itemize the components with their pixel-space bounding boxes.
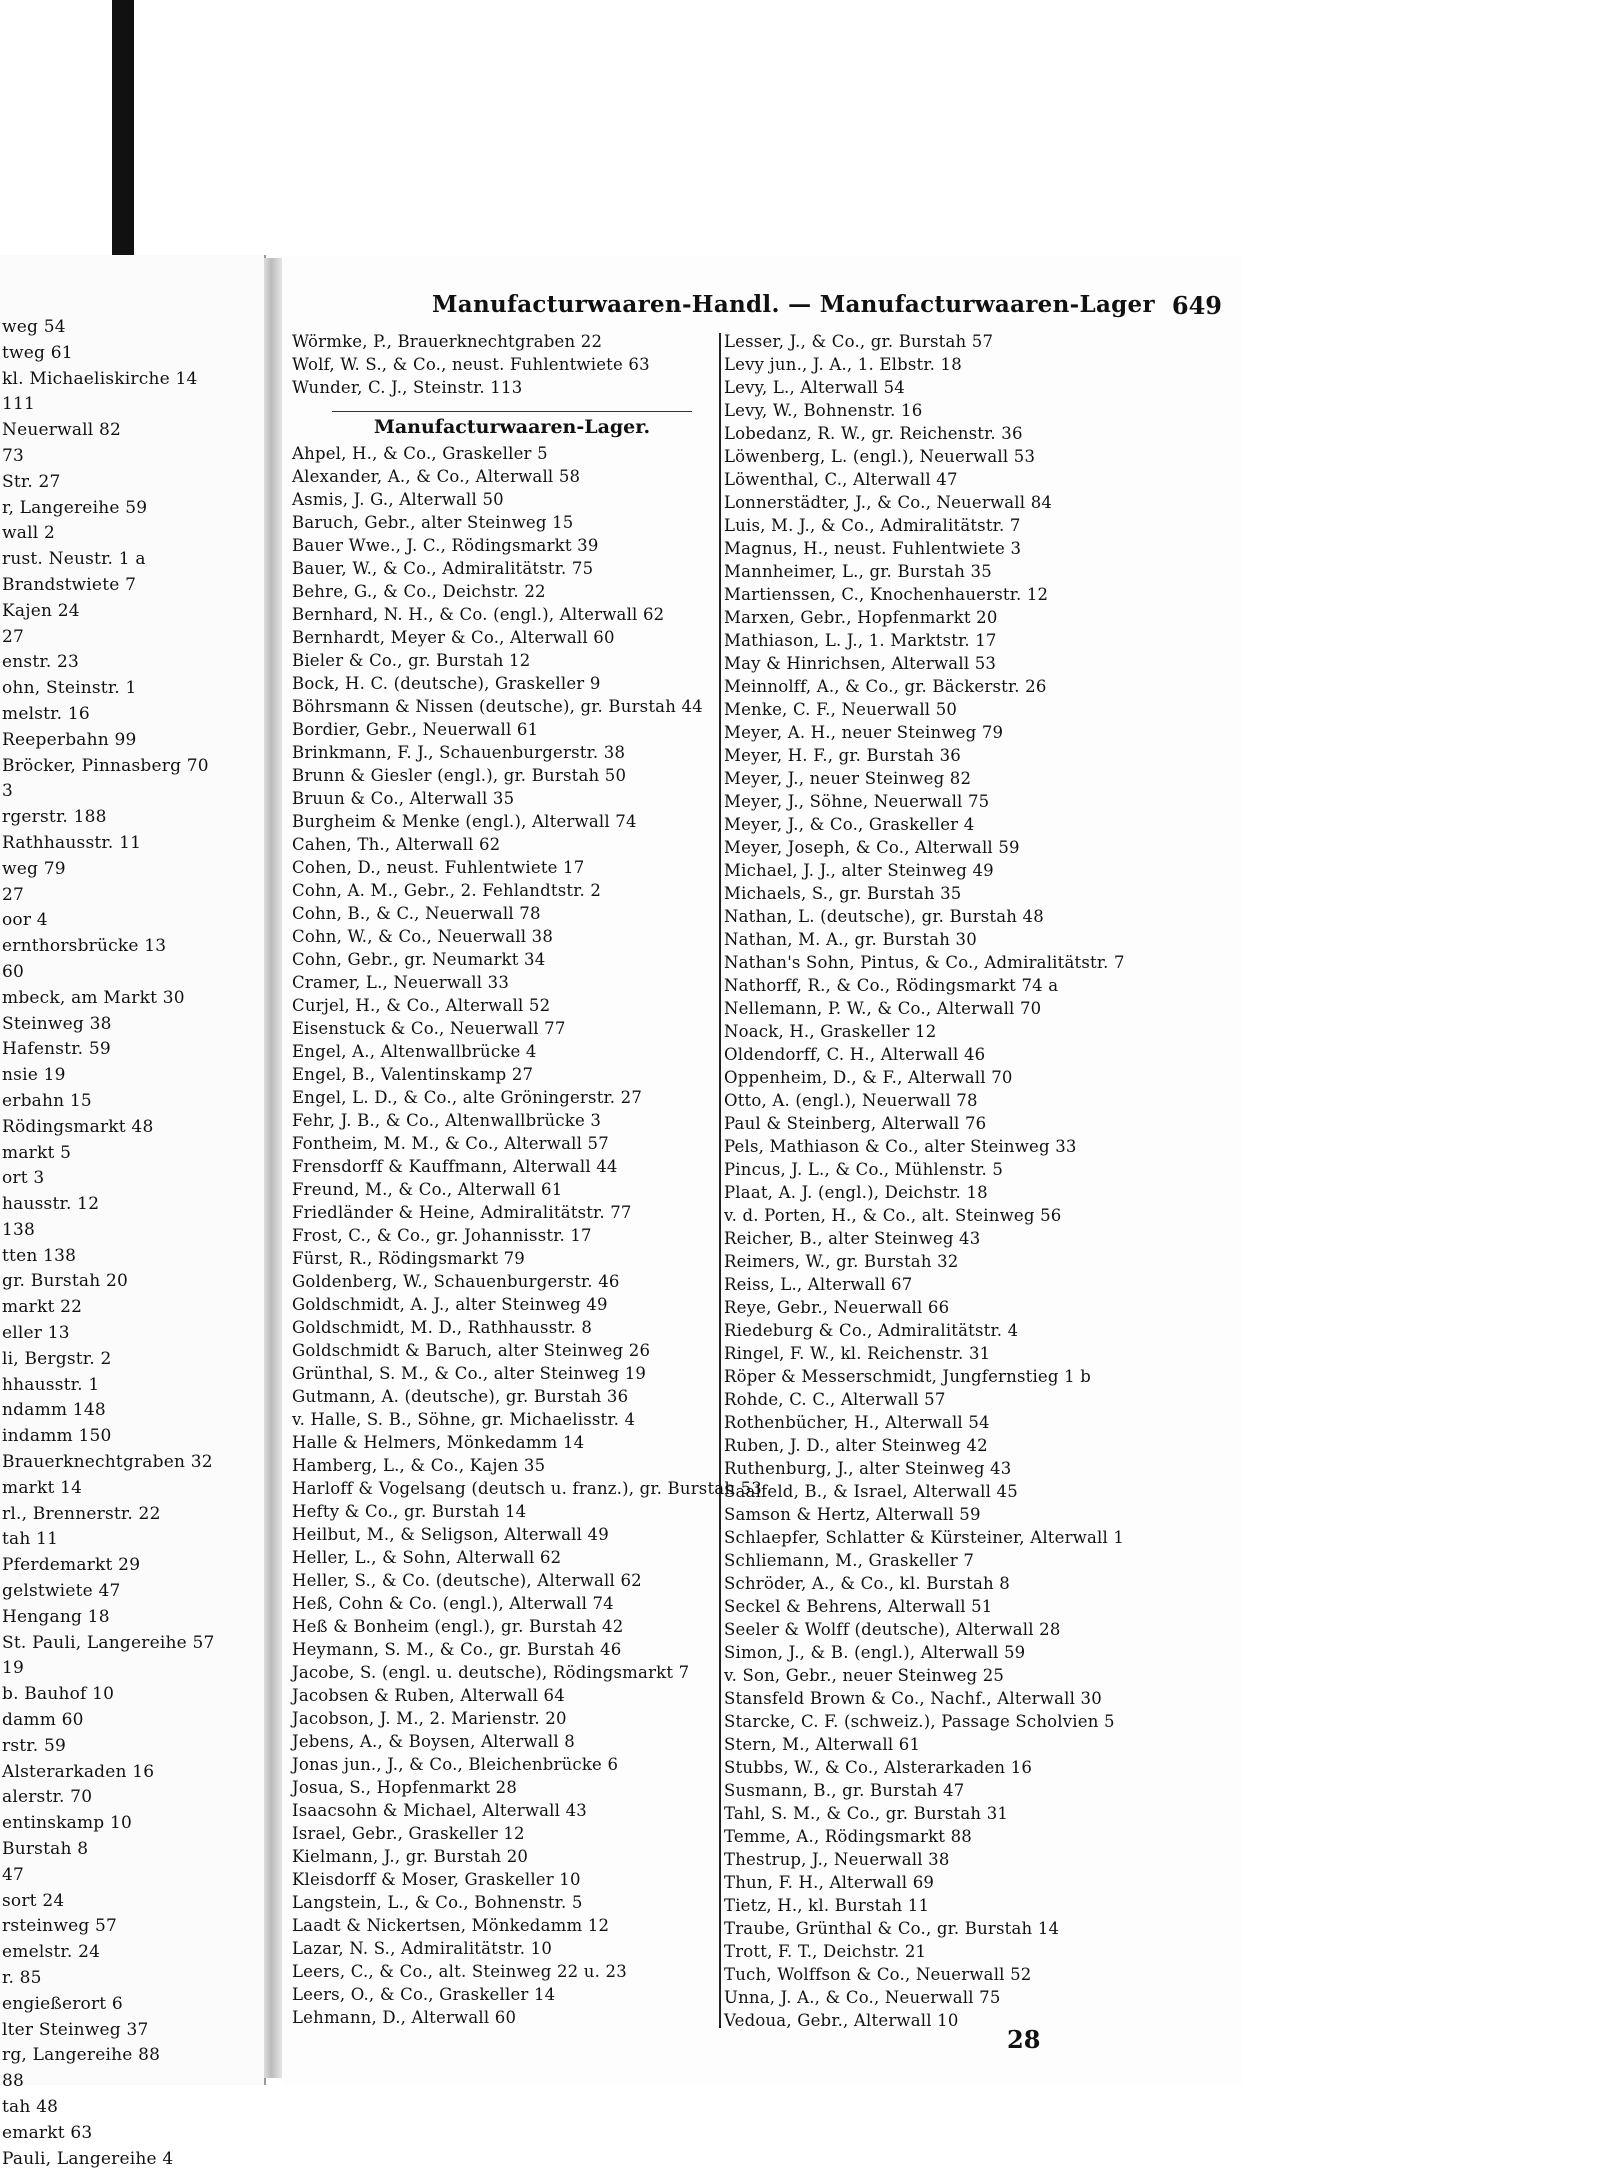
- directory-entry: Levy, L., Alterwall 54: [724, 378, 905, 397]
- left-page-line: hausstr. 12: [2, 1194, 100, 1215]
- directory-entry: Trott, F. T., Deichstr. 21: [724, 1942, 927, 1961]
- directory-entry: Fontheim, M. M., & Co., Alterwall 57: [292, 1134, 609, 1153]
- directory-entry: Leers, C., & Co., alt. Steinweg 22 u. 23: [292, 1962, 627, 1981]
- left-page-line: 19: [2, 1658, 25, 1679]
- directory-entry: Marxen, Gebr., Hopfenmarkt 20: [724, 608, 998, 627]
- directory-entry: Samson & Hertz, Alterwall 59: [724, 1505, 981, 1524]
- left-page-line: li, Bergstr. 2: [2, 1348, 112, 1369]
- directory-entry: Leers, O., & Co., Graskeller 14: [292, 1985, 556, 2004]
- left-page-line: weg 79: [2, 858, 66, 879]
- left-page-line: rstr. 59: [2, 1735, 66, 1756]
- signature-mark: 28: [1007, 2025, 1041, 2054]
- left-page-line: hhausstr. 1: [2, 1374, 100, 1395]
- directory-entry: Ahpel, H., & Co., Graskeller 5: [292, 444, 548, 463]
- directory-entry: Unna, J. A., & Co., Neuerwall 75: [724, 1988, 1001, 2007]
- left-page-line: oor 4: [2, 910, 48, 931]
- directory-entry: Temme, A., Rödingsmarkt 88: [724, 1827, 972, 1846]
- left-page-line: Rödingsmarkt 48: [2, 1116, 154, 1137]
- directory-entry: Behre, G., & Co., Deichstr. 22: [292, 582, 546, 601]
- directory-entry: Kielmann, J., gr. Burstah 20: [292, 1847, 529, 1866]
- directory-entry: Josua, S., Hopfenmarkt 28: [292, 1778, 518, 1797]
- left-page-line: Brandstwiete 7: [2, 574, 137, 595]
- directory-entry: Fürst, R., Rödingsmarkt 79: [292, 1249, 526, 1268]
- directory-entry: Reimers, W., gr. Burstah 32: [724, 1252, 959, 1271]
- directory-entry: Fehr, J. B., & Co., Altenwallbrücke 3: [292, 1111, 602, 1130]
- directory-entry: Tahl, S. M., & Co., gr. Burstah 31: [724, 1804, 1009, 1823]
- directory-entry: Jacobsen & Ruben, Alterwall 64: [292, 1686, 565, 1705]
- directory-entry: Engel, L. D., & Co., alte Gröningerstr. 27: [292, 1088, 643, 1107]
- directory-entry: Noack, H., Graskeller 12: [724, 1022, 937, 1041]
- left-page-line: Rathhausstr. 11: [2, 832, 142, 853]
- left-page-line: St. Pauli, Langereihe 57: [2, 1632, 215, 1653]
- directory-entry: Menke, C. F., Neuerwall 50: [724, 700, 958, 719]
- left-page-line: markt 14: [2, 1477, 83, 1498]
- directory-entry: Eisenstuck & Co., Neuerwall 77: [292, 1019, 566, 1038]
- left-page-line: ohn, Steinstr. 1: [2, 678, 137, 699]
- directory-entry: Wolf, W. S., & Co., neust. Fuhlentwiete 63: [292, 355, 650, 374]
- directory-entry: Thestrup, J., Neuerwall 38: [724, 1850, 950, 1869]
- directory-entry: Reye, Gebr., Neuerwall 66: [724, 1298, 950, 1317]
- directory-entry: Nathan's Sohn, Pintus, & Co., Admiralitätstr. 7: [724, 953, 1125, 972]
- directory-entry: Curjel, H., & Co., Alterwall 52: [292, 996, 551, 1015]
- column-b-entries: [724, 330, 1224, 2032]
- directory-entry: Tuch, Wolffson & Co., Neuerwall 52: [724, 1965, 1032, 1984]
- left-page-line: rgerstr. 188: [2, 807, 107, 828]
- left-page-line: b. Bauhof 10: [2, 1684, 115, 1705]
- left-page-line: emarkt 63: [2, 2122, 93, 2143]
- directory-entry: Reicher, B., alter Steinweg 43: [724, 1229, 981, 1248]
- directory-entry: Seckel & Behrens, Alterwall 51: [724, 1597, 993, 1616]
- directory-entry: Riedeburg & Co., Admiralitätstr. 4: [724, 1321, 1019, 1340]
- left-page-line: Kajen 24: [2, 600, 80, 621]
- directory-entry: Asmis, J. G., Alterwall 50: [292, 490, 504, 509]
- directory-entry: Röper & Messerschmidt, Jungfernstieg 1 b: [724, 1367, 1092, 1386]
- directory-entry: Meyer, Joseph, & Co., Alterwall 59: [724, 838, 1020, 857]
- directory-entry: Luis, M. J., & Co., Admiralitätstr. 7: [724, 516, 1021, 535]
- column-a-entries: [292, 442, 763, 2029]
- left-page-line: tweg 61: [2, 342, 73, 363]
- directory-entry: Mannheimer, L., gr. Burstah 35: [724, 562, 992, 581]
- directory-entry: Meyer, H. F., gr. Burstah 36: [724, 746, 961, 765]
- page-number: 649: [1171, 291, 1222, 320]
- right-page: [282, 255, 1244, 2085]
- directory-entry: Meyer, J., neuer Steinweg 82: [724, 769, 972, 788]
- directory-entry: Baruch, Gebr., alter Steinweg 15: [292, 513, 574, 532]
- directory-entry: Rohde, C. C., Alterwall 57: [724, 1390, 946, 1409]
- directory-entry: Löwenthal, C., Alterwall 47: [724, 470, 958, 489]
- left-page-line: mbeck, am Markt 30: [2, 987, 185, 1008]
- left-page-line: 60: [2, 961, 25, 982]
- directory-entry: Isaacsohn & Michael, Alterwall 43: [292, 1801, 587, 1820]
- directory-entry: Goldschmidt, M. D., Rathhausstr. 8: [292, 1318, 593, 1337]
- directory-entry: Bauer Wwe., J. C., Rödingsmarkt 39: [292, 536, 599, 555]
- directory-entry: Goldenberg, W., Schauenburgerstr. 46: [292, 1272, 620, 1291]
- directory-entry: Seeler & Wolff (deutsche), Alterwall 28: [724, 1620, 1061, 1639]
- directory-entry: Meyer, A. H., neuer Steinweg 79: [724, 723, 1004, 742]
- left-page-line: alerstr. 70: [2, 1787, 93, 1808]
- directory-entry: Pincus, J. L., & Co., Mühlenstr. 5: [724, 1160, 1004, 1179]
- directory-entry: Brinkmann, F. J., Schauenburgerstr. 38: [292, 743, 626, 762]
- directory-entry: Stubbs, W., & Co., Alsterarkaden 16: [724, 1758, 1033, 1777]
- directory-entry: Otto, A. (engl.), Neuerwall 78: [724, 1091, 978, 1110]
- directory-entry: Cohn, B., & C., Neuerwall 78: [292, 904, 541, 923]
- directory-entry: Bernhard, N. H., & Co. (engl.), Alterwall 62: [292, 605, 665, 624]
- left-page-line: tah 11: [2, 1529, 59, 1550]
- directory-entry: Wunder, C. J., Steinstr. 113: [292, 378, 523, 397]
- directory-entry: Jonas jun., J., & Co., Bleichenbrücke 6: [292, 1755, 619, 1774]
- directory-entry: Lonnerstädter, J., & Co., Neuerwall 84: [724, 493, 1053, 512]
- directory-entry: Nathan, L. (deutsche), gr. Burstah 48: [724, 907, 1044, 926]
- directory-entry: Harloff & Vogelsang (deutsch u. franz.), gr. Burstah 53: [292, 1479, 763, 1498]
- directory-entry: Cohn, W., & Co., Neuerwall 38: [292, 927, 554, 946]
- book-spine: [264, 258, 282, 2078]
- directory-entry: Traube, Grünthal & Co., gr. Burstah 14: [724, 1919, 1060, 1938]
- scan-binding-shadow: [112, 0, 134, 260]
- left-page-line: markt 5: [2, 1142, 72, 1163]
- directory-entry: Wörmke, P., Brauerknechtgraben 22: [292, 332, 603, 351]
- directory-entry: Tietz, H., kl. Burstah 11: [724, 1896, 930, 1915]
- directory-entry: Heilbut, M., & Seligson, Alterwall 49: [292, 1525, 609, 1544]
- left-page-line: rg, Langereihe 88: [2, 2045, 161, 2066]
- directory-entry: Israel, Gebr., Graskeller 12: [292, 1824, 525, 1843]
- left-page-line: 27: [2, 626, 25, 647]
- left-page-column: [0, 315, 264, 2172]
- directory-entry: Schliemann, M., Graskeller 7: [724, 1551, 975, 1570]
- left-page-line: Hengang 18: [2, 1606, 110, 1627]
- left-page-line: engießerort 6: [2, 1993, 123, 2014]
- directory-entry: Stansfeld Brown & Co., Nachf., Alterwall 30: [724, 1689, 1102, 1708]
- directory-entry: Frost, C., & Co., gr. Johannisstr. 17: [292, 1226, 592, 1245]
- directory-entry: Bock, H. C. (deutsche), Graskeller 9: [292, 674, 601, 693]
- directory-entry: Pels, Mathiason & Co., alter Steinweg 33: [724, 1137, 1077, 1156]
- directory-entry: Lobedanz, R. W., gr. Reichenstr. 36: [724, 424, 1023, 443]
- left-page-line: 27: [2, 884, 25, 905]
- left-page-line: wall 2: [2, 523, 55, 544]
- left-page-line: 47: [2, 1864, 25, 1885]
- directory-entry: Bernhardt, Meyer & Co., Alterwall 60: [292, 628, 615, 647]
- directory-entry: Cohn, A. M., Gebr., 2. Fehlandtstr. 2: [292, 881, 602, 900]
- left-page-line: Brauerknechtgraben 32: [2, 1452, 213, 1473]
- left-page-line: entinskamp 10: [2, 1813, 133, 1834]
- directory-entry: Vedoua, Gebr., Alterwall 10: [724, 2011, 959, 2030]
- left-page-line: ndamm 148: [2, 1400, 106, 1421]
- directory-entry: Hamberg, L., & Co., Kajen 35: [292, 1456, 546, 1475]
- left-page-line: damm 60: [2, 1710, 84, 1731]
- directory-entry: Grünthal, S. M., & Co., alter Steinweg 19: [292, 1364, 647, 1383]
- left-page-line: markt 22: [2, 1297, 83, 1318]
- left-page-line: Bröcker, Pinnasberg 70: [2, 755, 209, 776]
- directory-entry: Cohn, Gebr., gr. Neumarkt 34: [292, 950, 546, 969]
- directory-entry: Ruben, J. D., alter Steinweg 42: [724, 1436, 988, 1455]
- directory-entry: Halle & Helmers, Mönkedamm 14: [292, 1433, 585, 1452]
- column-a-preceding-entries: [292, 330, 722, 399]
- directory-entry: Brunn & Giesler (engl.), gr. Burstah 50: [292, 766, 627, 785]
- left-page-line: ort 3: [2, 1168, 45, 1189]
- left-page-line: 138: [2, 1219, 36, 1240]
- section-heading: Manufacturwaaren-Lager.: [332, 411, 692, 442]
- left-page-line: Neuerwall 82: [2, 420, 122, 441]
- directory-entry: Cahen, Th., Alterwall 62: [292, 835, 501, 854]
- left-page-line: tah 48: [2, 2096, 59, 2117]
- directory-entry: Kleisdorff & Moser, Graskeller 10: [292, 1870, 581, 1889]
- directory-entry: Paul & Steinberg, Alterwall 76: [724, 1114, 987, 1133]
- left-page-line: r, Langereihe 59: [2, 497, 148, 518]
- directory-entry: Cohen, D., neust. Fuhlentwiete 17: [292, 858, 585, 877]
- left-page-line: Alsterarkaden 16: [2, 1761, 155, 1782]
- directory-entry: v. Son, Gebr., neuer Steinweg 25: [724, 1666, 1005, 1685]
- left-page-line: enstr. 23: [2, 652, 80, 673]
- directory-entry: Meyer, J., & Co., Graskeller 4: [724, 815, 975, 834]
- directory-entry: v. d. Porten, H., & Co., alt. Steinweg 56: [724, 1206, 1062, 1225]
- directory-entry: Stern, M., Alterwall 61: [724, 1735, 921, 1754]
- directory-entry: Plaat, A. J. (engl.), Deichstr. 18: [724, 1183, 988, 1202]
- directory-entry: Friedländer & Heine, Admiralitätstr. 77: [292, 1203, 632, 1222]
- left-page-line: Pferdemarkt 29: [2, 1555, 141, 1576]
- directory-entry: Bruun & Co., Alterwall 35: [292, 789, 515, 808]
- left-page-line: nsie 19: [2, 1065, 66, 1086]
- left-page-line: Burstah 8: [2, 1839, 89, 1860]
- directory-entry: Thun, F. H., Alterwall 69: [724, 1873, 935, 1892]
- left-page-line: Pauli, Langereihe 4: [2, 2148, 174, 2169]
- directory-entry: Rothenbücher, H., Alterwall 54: [724, 1413, 990, 1432]
- directory-entry: Alexander, A., & Co., Alterwall 58: [292, 467, 581, 486]
- left-page-line: Steinweg 38: [2, 1013, 112, 1034]
- left-page-line: Reeperbahn 99: [2, 729, 137, 750]
- directory-entry: Heller, S., & Co. (deutsche), Alterwall 62: [292, 1571, 642, 1590]
- left-page-line: Str. 27: [2, 471, 61, 492]
- directory-entry: Engel, A., Altenwallbrücke 4: [292, 1042, 537, 1061]
- directory-entry: Schröder, A., & Co., kl. Burstah 8: [724, 1574, 1010, 1593]
- directory-entry: Laadt & Nickertsen, Mönkedamm 12: [292, 1916, 610, 1935]
- directory-entry: Ruthenburg, J., alter Steinweg 43: [724, 1459, 1012, 1478]
- left-page-line: ernthorsbrücke 13: [2, 936, 167, 957]
- directory-entry: Gutmann, A. (deutsche), gr. Burstah 36: [292, 1387, 629, 1406]
- left-page-line: 88: [2, 2071, 25, 2092]
- directory-entry: Heller, L., & Sohn, Alterwall 62: [292, 1548, 562, 1567]
- directory-entry: Michael, J. J., alter Steinweg 49: [724, 861, 994, 880]
- directory-entry: Lesser, J., & Co., gr. Burstah 57: [724, 332, 994, 351]
- directory-entry: Cramer, L., Neuerwall 33: [292, 973, 510, 992]
- directory-entry: Meyer, J., Söhne, Neuerwall 75: [724, 792, 990, 811]
- section-heading-wrap: [292, 399, 722, 442]
- directory-entry: Heymann, S. M., & Co., gr. Burstah 46: [292, 1640, 622, 1659]
- directory-entry: Jacobe, S. (engl. u. deutsche), Rödingsmarkt 7: [292, 1663, 690, 1682]
- scan-margin-right: [1242, 255, 1600, 2085]
- left-page-line: 73: [2, 445, 25, 466]
- left-page-line: 111: [2, 394, 36, 415]
- directory-entry: Levy jun., J. A., 1. Elbstr. 18: [724, 355, 962, 374]
- running-title: Manufacturwaaren-Handl. — Manufacturwaaren-Lager: [432, 291, 1155, 318]
- left-page-line: indamm 150: [2, 1426, 112, 1447]
- directory-entry: Saalfeld, B., & Israel, Alterwall 45: [724, 1482, 1018, 1501]
- directory-entry: Mathiason, L. J., 1. Marktstr. 17: [724, 631, 997, 650]
- directory-entry: Hefty & Co., gr. Burstah 14: [292, 1502, 527, 1521]
- directory-entry: Simon, J., & B. (engl.), Alterwall 59: [724, 1643, 1026, 1662]
- left-page-line: weg 54: [2, 317, 66, 337]
- left-page-line: Hafenstr. 59: [2, 1039, 111, 1060]
- left-page-line: r. 85: [2, 1968, 42, 1988]
- directory-entry: Martienssen, C., Knochenhauerstr. 12: [724, 585, 1049, 604]
- directory-entry: Oldendorff, C. H., Alterwall 46: [724, 1045, 986, 1064]
- left-page-line: rl., Brennerstr. 22: [2, 1503, 161, 1524]
- directory-entry: Jacobson, J. M., 2. Marienstr. 20: [292, 1709, 567, 1728]
- directory-entry: Engel, B., Valentinskamp 27: [292, 1065, 534, 1084]
- directory-entry: Reiss, L., Alterwall 67: [724, 1275, 913, 1294]
- directory-entry: Goldschmidt & Baruch, alter Steinweg 26: [292, 1341, 651, 1360]
- directory-entry: Starcke, C. F. (schweiz.), Passage Scholvien 5: [724, 1712, 1115, 1731]
- left-page-line: emelstr. 24: [2, 1942, 101, 1963]
- left-page-line: melstr. 16: [2, 703, 90, 724]
- directory-entry: May & Hinrichsen, Alterwall 53: [724, 654, 997, 673]
- directory-entry: Böhrsmann & Nissen (deutsche), gr. Burstah 44: [292, 697, 703, 716]
- directory-entry: Heß, Cohn & Co. (engl.), Alterwall 74: [292, 1594, 614, 1613]
- column-a: [292, 330, 763, 2029]
- directory-entry: Nathorff, R., & Co., Rödingsmarkt 74 a: [724, 976, 1059, 995]
- directory-entry: Freund, M., & Co., Alterwall 61: [292, 1180, 563, 1199]
- directory-entry: Ringel, F. W., kl. Reichenstr. 31: [724, 1344, 991, 1363]
- directory-entry: Langstein, L., & Co., Bohnenstr. 5: [292, 1893, 583, 1912]
- left-page-line: sort 24: [2, 1890, 65, 1911]
- left-page-line: kl. Michaeliskirche 14: [2, 368, 198, 389]
- left-page: [0, 255, 266, 2169]
- left-page-line: gelstwiete 47: [2, 1581, 121, 1602]
- left-page-line: erbahn 15: [2, 1090, 92, 1111]
- directory-entry: Bauer, W., & Co., Admiralitätstr. 75: [292, 559, 594, 578]
- directory-entry: Nellemann, P. W., & Co., Alterwall 70: [724, 999, 1042, 1018]
- directory-entry: Michaels, S., gr. Burstah 35: [724, 884, 962, 903]
- directory-entry: Bieler & Co., gr. Burstah 12: [292, 651, 531, 670]
- directory-entry: v. Halle, S. B., Söhne, gr. Michaelisstr. 4: [292, 1410, 636, 1429]
- page-header: [432, 291, 1222, 327]
- directory-entry: Oppenheim, D., & F., Alterwall 70: [724, 1068, 1013, 1087]
- left-page-line: rsteinweg 57: [2, 1916, 118, 1937]
- directory-entry: Heß & Bonheim (engl.), gr. Burstah 42: [292, 1617, 624, 1636]
- directory-entry: Lehmann, D., Alterwall 60: [292, 2008, 517, 2027]
- directory-entry: Magnus, H., neust. Fuhlentwiete 3: [724, 539, 1022, 558]
- directory-entry: Burgheim & Menke (engl.), Alterwall 74: [292, 812, 637, 831]
- directory-entry: Schlaepfer, Schlatter & Kürsteiner, Alterwall 1: [724, 1528, 1125, 1547]
- directory-entry: Lazar, N. S., Admiralitätstr. 10: [292, 1939, 553, 1958]
- left-page-line: eller 13: [2, 1323, 70, 1344]
- directory-entry: Frensdorff & Kauffmann, Alterwall 44: [292, 1157, 618, 1176]
- left-page-line: tten 138: [2, 1245, 77, 1266]
- directory-entry: Meinnolff, A., & Co., gr. Bäckerstr. 26: [724, 677, 1047, 696]
- left-page-line: lter Steinweg 37: [2, 2019, 149, 2040]
- left-page-line: 3: [2, 781, 14, 802]
- left-page-line: rust. Neustr. 1 a: [2, 549, 146, 570]
- left-page-line: gr. Burstah 20: [2, 1271, 128, 1292]
- directory-entry: Jebens, A., & Boysen, Alterwall 8: [292, 1732, 575, 1751]
- directory-entry: Goldschmidt, A. J., alter Steinweg 49: [292, 1295, 608, 1314]
- directory-entry: Levy, W., Bohnenstr. 16: [724, 401, 923, 420]
- directory-entry: Susmann, B., gr. Burstah 47: [724, 1781, 965, 1800]
- directory-entry: Nathan, M. A., gr. Burstah 30: [724, 930, 977, 949]
- directory-entry: Bordier, Gebr., Neuerwall 61: [292, 720, 539, 739]
- directory-entry: Löwenberg, L. (engl.), Neuerwall 53: [724, 447, 1036, 466]
